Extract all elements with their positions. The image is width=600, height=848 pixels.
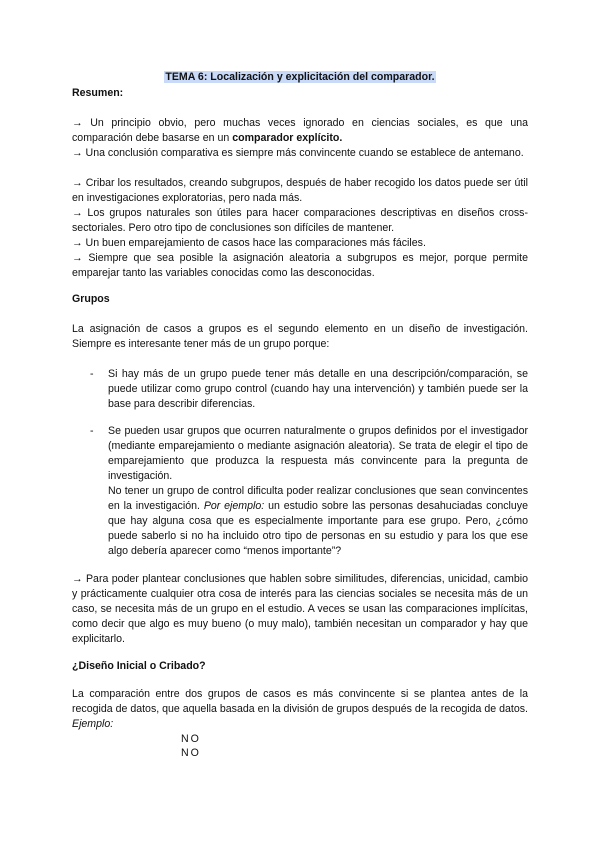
grupos-bullet-2-text: Se pueden usar grupos que ocurren naturalmente o grupos definidos por el investigador (mediante emparejamiento o mediante asignación aleatoria). Se trata de elegir el tipo de emparejamiento que produzca la respuesta más convincente para la pregunta de investigación. bbox=[108, 425, 528, 482]
grupos-bullet-1 bbox=[90, 367, 528, 412]
diseno-paragraph bbox=[72, 687, 528, 732]
resumen-point-6: → Siempre que sea posible la asignación aleatoria a subgrupos es mejor, porque permite emparejar tanto las variables conocidas como las desconocidas. bbox=[72, 252, 528, 279]
resumen-point-2: → Una conclusión comparativa es siempre más convincente cuando se establece de antemano. bbox=[72, 147, 524, 159]
resumen-point-3: → Cribar los resultados, creando subgrupos, después de haber recogido los datos puede ser útil en investigaciones exploratorias, pero nada más. bbox=[72, 177, 528, 204]
resumen-point-4: → Los grupos naturales son útiles para hacer comparaciones descriptivas en diseños cross-sectoriales. Pero otro tipo de conclusiones son difíciles de mantener. bbox=[72, 207, 528, 234]
diseno-example-label: Ejemplo: bbox=[72, 718, 114, 730]
diseno-heading: ¿Diseño Inicial o Cribado? bbox=[72, 660, 206, 672]
grupos-final-paragraph: → Para poder plantear conclusiones que hablen sobre similitudes, diferencias, unicidad, cambio y prácticamente cualquier otra cosa de interés para las ciencias sociales se necesita más de un caso, se necesita más de un grupo en el estudio. A veces se usan las comparaciones implícitas, como decir que algo es muy bueno (o muy malo), también necesitan un comparador y hay que explicitarlo. bbox=[72, 573, 528, 645]
continuation-text-2: un estudio sobre las personas desahuciadas concluye que hay alguna cosa que es especialmente importante para ese grupo. Pero, ¿cómo puede saberlo si no ha incluido otro tipo de personas en su estudio y para los que ese algo debería aparecer como “menos importante”? bbox=[108, 500, 528, 557]
grupos-heading: Grupos bbox=[72, 293, 110, 305]
grupos-bullet-1-text: Si hay más de un grupo puede tener más detalle en una descripción/comparación, se puede utilizar como grupo control (cuando hay una intervención) y también puede ser la base para describir diferencias. bbox=[108, 368, 528, 410]
resumen-point-1-text: → Un principio obvio, pero muchas veces ignorado en ciencias sociales, es que una comparación debe basarse en un bbox=[72, 117, 528, 144]
no-line-1: NO bbox=[181, 733, 201, 745]
resumen-point-1 bbox=[72, 116, 528, 146]
page-title bbox=[0, 70, 600, 85]
bullet-dash: - bbox=[90, 368, 94, 380]
grupos-bullet-2-continuation bbox=[108, 484, 528, 559]
continuation-text: No tener un grupo de control dificulta poder realizar conclusiones que sean convincentes en la investigación. bbox=[108, 485, 528, 512]
resumen-heading: Resumen: bbox=[72, 87, 124, 99]
no-line-2: NO bbox=[181, 747, 201, 759]
grupos-intro: La asignación de casos a grupos es el segundo elemento en un diseño de investigación. Siempre es interesante tener más de un grupo porque: bbox=[72, 323, 528, 350]
resumen-point-5: → Un buen emparejamiento de casos hace las comparaciones más fáciles. bbox=[72, 237, 426, 249]
bullet-dash: - bbox=[90, 425, 94, 437]
example-label: Por ejemplo: bbox=[203, 500, 265, 512]
title-highlight: TEMA 6: Localización y explicitación del comparador. bbox=[165, 71, 435, 83]
resumen-point-1-bold: comparador explícito. bbox=[232, 132, 343, 144]
grupos-bullet-2 bbox=[90, 424, 528, 484]
diseno-paragraph-text: La comparación entre dos grupos de casos es más convincente si se plantea antes de la recogida de datos, que aquella basada en la división de grupos después de la recogida de datos. bbox=[72, 688, 528, 715]
